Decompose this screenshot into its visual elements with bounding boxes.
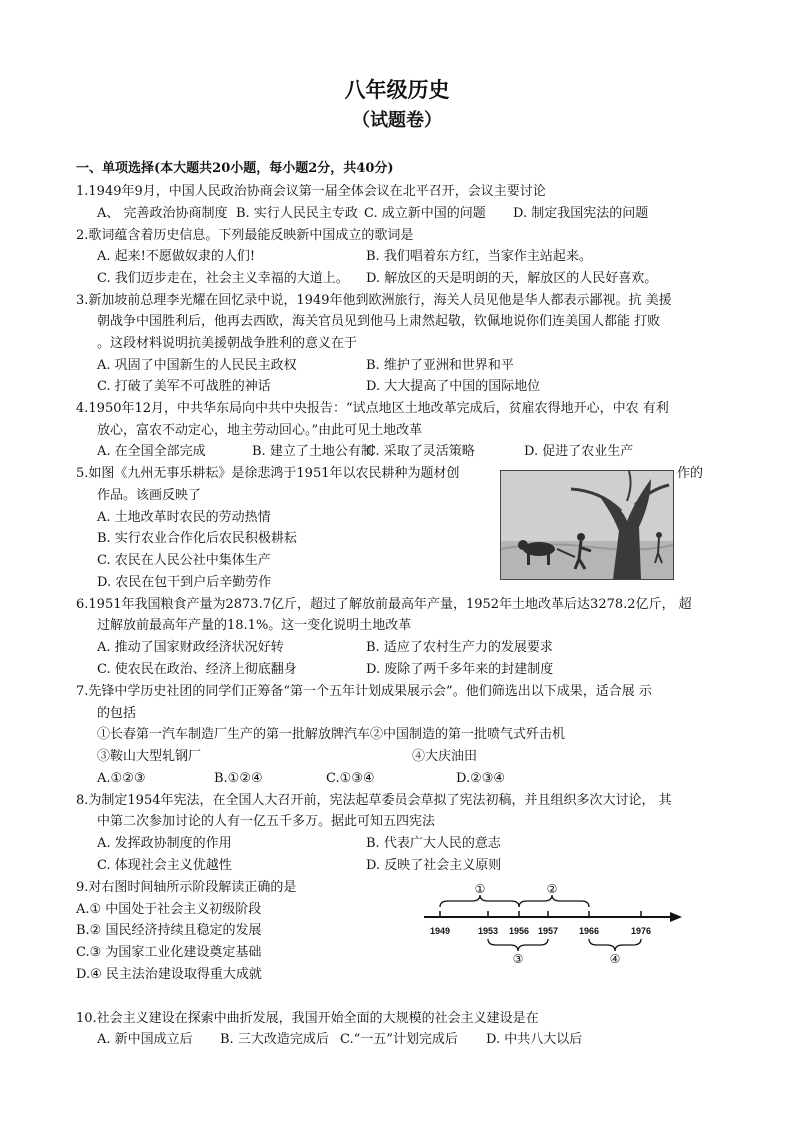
q2-stem: 2.歌词蕴含着历史信息。下列最能反映新中国成立的歌词是 — [76, 228, 414, 243]
q3-option-d: D. 大大提高了中国的国际地位 — [366, 379, 541, 394]
q10-option-b: B. 三大改造完成后 — [220, 1032, 329, 1047]
q9-option-a: A.① 中国处于社会主义初级阶段 — [76, 902, 262, 917]
brace-2 — [519, 895, 589, 907]
q5-option-d: D. 农民在包干到户后辛勤劳作 — [97, 575, 272, 590]
q3-stem-line1: 3.新加坡前总理李光耀在回忆录中说，1949年他到欧洲旅行，海关人员见他是华人都表示鄙视。抗 美援 — [76, 293, 672, 308]
q6-options-row2 — [97, 661, 553, 679]
q4-options — [97, 443, 633, 461]
q5-option-a: A. 土地改革时农民的劳动热情 — [97, 510, 271, 525]
q9-option-c: C.③ 为国家工业化建设奠定基础 — [76, 945, 262, 960]
q10-option-a: A. 新中国成立后 — [97, 1032, 193, 1047]
brace-3 — [488, 939, 548, 951]
q1-option-d: D. 制定我国宪法的问题 — [513, 206, 649, 221]
q7-item-3: ③鞍山大型轧钢厂 — [97, 749, 202, 764]
q6-option-c: C. 使农民在政治、经济上彻底翻身 — [97, 662, 297, 677]
q3-option-c: C. 打破了美军不可战胜的神话 — [97, 379, 271, 394]
q6-option-d: D. 废除了两千多年来的封建制度 — [366, 662, 554, 677]
page-title: 八年级历史 — [344, 77, 450, 102]
q6-option-a: A. 推动了国家财政经济状况好转 — [97, 640, 284, 655]
q1-option-c: C. 成立新中国的问题 — [364, 206, 486, 221]
q5-option-b: B. 实行农业合作化后农民积极耕耘 — [97, 531, 297, 546]
q7-item-4: ④大庆油田 — [412, 749, 478, 764]
timeline-arrow-icon — [670, 912, 682, 922]
q3-options-row1 — [97, 357, 514, 375]
brace-1 — [440, 895, 519, 907]
q1-options — [97, 205, 648, 223]
year-label-1957: 1957 — [537, 926, 559, 936]
q5-stem-tail: 作的 — [677, 466, 704, 481]
q8-options-row2 — [97, 857, 501, 875]
q3-stem-line2: 朝战争中国胜利后，他再去西欧，海关官员见到他马上肃然起敬，钦佩地说你们连美国人都能 打败 — [97, 314, 661, 329]
q5-stem-line2: 作品。该画反映了 — [97, 488, 202, 503]
q8-option-d: D. 反映了社会主义原则 — [366, 858, 502, 873]
stage-mark-4: ④ — [609, 952, 621, 965]
q10-options — [97, 1031, 582, 1049]
q1-option-a: A、 完善政治协商制度 — [97, 206, 228, 221]
q9-timeline-figure — [424, 883, 682, 965]
q8-option-b: B. 代表广大人民的意志 — [366, 836, 501, 851]
q3-options-row2 — [97, 378, 540, 396]
q5-stem-line1: 5.如图《九州无事乐耕耘》是徐悲鸿于1951年以农民耕种为题材创 — [76, 466, 460, 481]
section-heading: 一、单项选择(本大题共20小题，每小题2分，共40分) — [76, 161, 394, 176]
q4-option-d: D. 促进了农业生产 — [524, 444, 634, 459]
q9-option-b: B.② 国民经济持续且稳定的发展 — [76, 923, 262, 938]
q7-item-1-2: ①长春第一汽车制造厂生产的第一批解放牌汽车②中国制造的第一批喷气式歼击机 — [97, 727, 566, 742]
q8-option-a: A. 发挥政协制度的作用 — [97, 836, 232, 851]
q10-stem: 10.社会主义建设在探索中曲折发展，我国开始全面的大规模的社会主义建设是在 — [76, 1011, 539, 1026]
q2-option-b: B. 我们唱着东方红，当家作主站起来。 — [366, 249, 592, 264]
stage-mark-1: ① — [474, 883, 486, 896]
q3-option-b: B. 维护了亚洲和世界和平 — [366, 358, 514, 373]
q1-option-b: B. 实行人民民主专政 — [236, 206, 358, 221]
q7-stem-line2: 的包括 — [97, 706, 137, 721]
stage-mark-3: ③ — [512, 952, 524, 965]
q7-option-c: C.①③④ — [326, 771, 375, 786]
q7-option-d: D.②③④ — [456, 771, 506, 786]
q4-option-a: A. 在全国全部完成 — [97, 444, 206, 459]
q2-option-d: D. 解放区的天是明朗的天，解放区的人民好喜欢。 — [366, 271, 658, 286]
q4-stem-line2: 放心，富农不动定心，地主劳动回心。”由此可见土地改革 — [97, 423, 423, 438]
q10-option-c: C.“一五”计划完成后 — [340, 1032, 458, 1047]
q3-stem-line3: 。这段材料说明抗美援朝战争胜利的意义在于 — [97, 336, 358, 351]
brace-4 — [589, 939, 641, 951]
q2-options-row1 — [97, 248, 592, 266]
q6-stem-line1: 6.1951年我国粮食产量为2873.7亿斤，超过了解放前最高年产量，1952年土地改革后达3278.2亿斤， 超 — [76, 597, 692, 612]
q5-option-c: C. 农民在人民公社中集体生产 — [97, 553, 271, 568]
year-label-1976: 1976 — [630, 926, 652, 936]
q2-option-a: A. 起来!不愿做奴隶的人们! — [97, 249, 256, 264]
q7-option-a: A.①②③ — [97, 771, 146, 786]
page-subtitle: （试题卷） — [352, 110, 442, 131]
q6-option-b: B. 适应了农村生产力的发展要求 — [366, 640, 553, 655]
q8-options-row1 — [97, 835, 501, 853]
q6-options-row1 — [97, 639, 553, 657]
q9-stem: 9.对右图时间轴所示阶段解读正确的是 — [76, 880, 297, 895]
q7-items-row2 — [97, 748, 477, 766]
q9-option-d: D.④ 民主法治建设取得重大成就 — [76, 967, 262, 982]
year-label-1956: 1956 — [508, 926, 530, 936]
q4-option-c: C. 采取了灵活策略 — [366, 444, 475, 459]
timeline-diagram — [424, 883, 682, 965]
stage-mark-2: ② — [546, 883, 558, 896]
painting-image — [500, 470, 674, 580]
q8-stem-line1: 8.为制定1954年宪法，在全国人大召开前，宪法起草委员会草拟了宪法初稿，并且组织多次大讨论， 其 — [76, 793, 672, 808]
q6-stem-line2: 过解放前最高年产量的18.1%。这一变化说明土地改革 — [97, 618, 412, 633]
q3-option-a: A. 巩固了中国新生的人民民主政权 — [97, 358, 297, 373]
q7-options — [97, 770, 505, 788]
q4-option-b: B. 建立了土地公有制 — [252, 444, 374, 459]
year-label-1966: 1966 — [578, 926, 600, 936]
year-label-1949: 1949 — [429, 926, 451, 936]
q2-option-c: C. 我们迈步走在，社会主义幸福的大道上。 — [97, 271, 349, 286]
q2-options-row2 — [97, 270, 657, 288]
q4-stem-line1: 4.1950年12月，中共华东局向中共中央报告：“试点地区土地改革完成后，贫雇农得地开心，中农 有利 — [76, 401, 669, 416]
year-label-1953: 1953 — [477, 926, 499, 936]
q7-stem-line1: 7.先锋中学历史社团的同学们正筹备“第一个五年计划成果展示会”。他们筛选出以下成果，适合展 示 — [76, 684, 652, 699]
q8-option-c: C. 体现社会主义优越性 — [97, 858, 232, 873]
q10-option-d: D. 中共八大以后 — [486, 1032, 583, 1047]
q7-option-b: B.①②④ — [214, 771, 263, 786]
painting-illustration — [501, 471, 673, 579]
q1-stem: 1.1949年9月，中国人民政治协商会议第一届全体会议在北平召开，会议主要讨论 — [76, 184, 546, 199]
q8-stem-line2: 中第二次参加讨论的人有一亿五千多万。据此可知五四宪法 — [97, 814, 436, 829]
